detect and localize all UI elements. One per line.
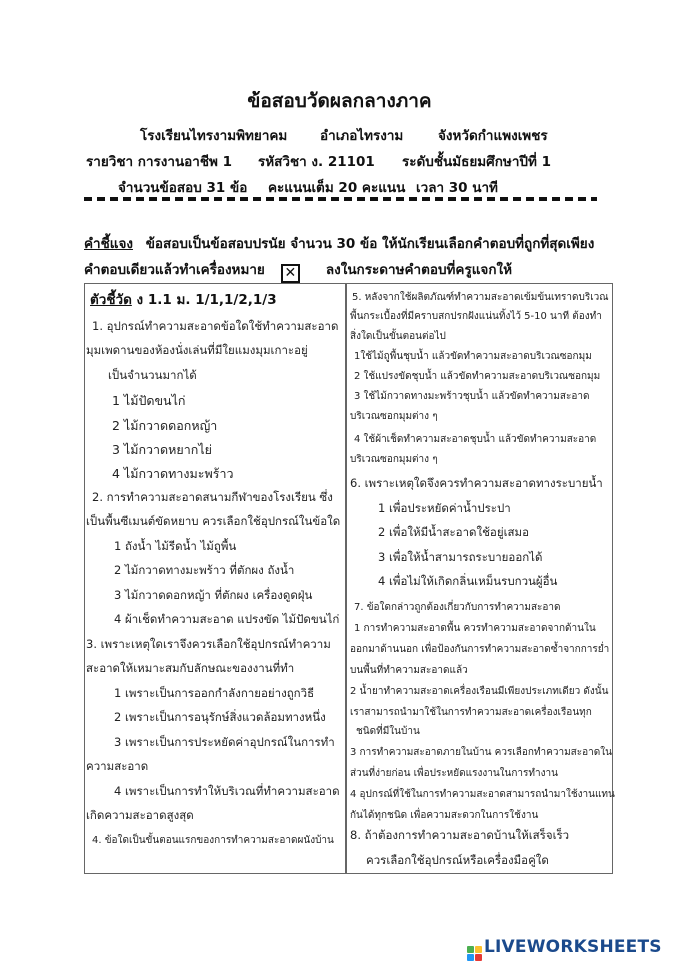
q3-option-4: 4 เพราะเป็นการทำให้บริเวณที่ทำความสะอาด bbox=[114, 784, 340, 798]
q6-option-4: 4 เพื่อไม่ให้เกิดกลิ่นเหม็นรบกวนผู้อื่น bbox=[378, 574, 558, 588]
q2-option-4: 4 ผ้าเช็ดทำความสะอาด แปรงขัด ไม้ปัดขนไก่ bbox=[114, 612, 340, 626]
q8-stem: 8. ถ้าต้องการทำความสะอาดบ้านให้เสร็จเร็ว bbox=[350, 828, 570, 842]
q7-option-1-cont-2: บนพื้นที่ทำความสะอาดแล้ว bbox=[350, 665, 468, 676]
q7-stem: 7. ข้อใดกล่าวถูกต้องเกี่ยวกับการทำความสะอาด bbox=[354, 602, 561, 613]
q7-option-1-cont: ออกมาด้านนอก เพื่อป้องกันการทำความสะอาดซ้ำจากการย่ำ bbox=[350, 644, 610, 655]
instructions-text-2: คำตอบเดียวแล้วทำเครื่องหมาย bbox=[84, 262, 265, 278]
question-count: จำนวนข้อสอบ 31 ข้อ bbox=[118, 180, 248, 196]
column-divider bbox=[345, 283, 347, 874]
subject-name: รายวิชา การงานอาชีพ 1 bbox=[86, 154, 233, 170]
q2-option-2: 2 ไม้กวาดทางมะพร้าว ที่ตักผง ถังน้ำ bbox=[114, 563, 295, 577]
q5-option-1: 1ใช้ไม้ถูพื้นชุบน้ำ แล้วขัดทำความสะอาดบริเวณซอกมุม bbox=[354, 351, 592, 362]
instructions-line-2 bbox=[84, 258, 512, 283]
grade-level: ระดับชั้นมัธยมศึกษาปีที่ 1 bbox=[402, 154, 551, 170]
q5-stem: 5. หลังจากใช้ผลิตภัณฑ์ทำความสะอาดเข้มข้นเทราดบริเวณ bbox=[352, 292, 609, 303]
q8-stem-cont: ควรเลือกใช้อุปกรณ์หรือเครื่องมือคู่ใด bbox=[366, 853, 549, 867]
q5-option-3-cont: บริเวณซอกมุมต่าง ๆ bbox=[350, 411, 438, 422]
logo-grid-icon bbox=[467, 946, 482, 961]
page-title: ข้อสอบวัดผลกลางภาค bbox=[247, 90, 432, 112]
liveworksheets-logo[interactable] bbox=[467, 937, 662, 961]
q2-option-1: 1 ถังน้ำ ไม้รีดน้ำ ไม้ถูพื้น bbox=[114, 539, 237, 553]
school-name: โรงเรียนไทรงามพิทยาคม bbox=[140, 128, 288, 144]
q7-option-2-cont: เราสามารถนำมาใช้ในการทำความสะอาดเครื่องเรือนทุก bbox=[350, 707, 592, 718]
x-mark-icon: ✕ bbox=[281, 264, 300, 283]
q6-option-3: 3 เพื่อให้น้ำสามารถระบายออกได้ bbox=[378, 550, 543, 564]
time-limit: เวลา 30 นาที bbox=[416, 180, 498, 196]
q7-option-3: 3 การทำความสะอาดภายในบ้าน ควรเลือกทำความสะอาดใน bbox=[350, 747, 612, 758]
q6-option-2: 2 เพื่อให้มีน้ำสะอาดใช้อยู่เสมอ bbox=[378, 525, 530, 539]
q3-stem-cont: สะอาดให้เหมาะสมกับลักษณะของงานที่ทำ bbox=[86, 661, 295, 675]
instructions-text: ข้อสอบเป็นข้อสอบปรนัย จำนวน 30 ข้อ ให้นักเรียนเลือกคำตอบที่ถูกที่สุดเพียง bbox=[145, 236, 595, 252]
q4-stem: 4. ข้อใดเป็นขั้นตอนแรกของการทำความสะอาดผนังบ้าน bbox=[92, 835, 334, 846]
q6-option-1: 1 เพื่อประหยัดค่าน้ำประปา bbox=[378, 501, 511, 515]
q3-option-2: 2 เพราะเป็นการอนุรักษ์สิ่งแวดล้อมทางหนึ่ง bbox=[114, 710, 326, 724]
indicator-heading bbox=[90, 288, 277, 310]
q7-option-2: 2 น้ำยาทำความสะอาดเครื่องเรือนมีเพียงประเภทเดียว ดังนั้น bbox=[350, 686, 609, 697]
q1-stem-cont-2: เป็นจำนวนมากได้ bbox=[108, 368, 197, 382]
q1-option-3: 3 ไม้กวาดหยากไย่ bbox=[112, 442, 212, 457]
indicator-value: ง 1.1 ม. 1/1,1/2,1/3 bbox=[131, 292, 277, 308]
instructions-label: คำชี้แจง bbox=[84, 236, 133, 252]
district-name: อำเภอไทรงาม bbox=[320, 128, 404, 144]
instructions-line-1 bbox=[84, 232, 594, 254]
q7-option-2-cont-2: ชนิดที่มีในบ้าน bbox=[356, 726, 420, 737]
q5-option-3: 3 ใช้ไม้กวาดทางมะพร้าวชุบน้ำ แล้วขัดทำความสะอาด bbox=[354, 391, 590, 402]
q1-option-1: 1 ไม้ปัดขนไก่ bbox=[112, 393, 186, 408]
q1-stem-cont: มุมเพดานของห้องนั่งเล่นที่มีใยแมงมุมเกาะอยู่ bbox=[86, 343, 308, 357]
q3-option-3-cont: ความสะอาด bbox=[86, 759, 149, 773]
q5-option-2: 2 ใช้แปรงขัดชุบน้ำ แล้วขัดทำความสะอาดบริเวณซอกมุม bbox=[354, 371, 601, 382]
q7-option-3-cont: ส่วนที่ง่ายก่อน เพื่อประหยัดแรงงานในการทำงาน bbox=[350, 768, 558, 779]
q3-stem: 3. เพราะเหตุใดเราจึงควรเลือกใช้อุปกรณ์ทำความ bbox=[86, 637, 331, 651]
logo-tile-i bbox=[475, 946, 482, 953]
q3-option-3: 3 เพราะเป็นการประหยัดค่าอุปกรณ์ในการทำ bbox=[114, 735, 335, 749]
q5-stem-cont-2: สิ่งใดเป็นขั้นตอนต่อไป bbox=[350, 331, 446, 342]
q5-stem-cont: พื้นกระเบื้องที่มีคราบสกปรกฝังแน่นทิ้งไว้ 5-10 นาที ต้องทำ bbox=[350, 311, 602, 322]
q7-option-4: 4 อุปกรณ์ที่ใช้ในการทำความสะอาดสามารถนำมาใช้งานแทน bbox=[350, 789, 615, 800]
indicator-label: ตัวชี้วัด bbox=[90, 292, 132, 308]
q2-stem-cont: เป็นพื้นซีเมนต์ขัดหยาบ ควรเลือกใช้อุปกรณ์ในข้อใด bbox=[86, 514, 341, 528]
q5-option-4: 4 ใช้ผ้าเช็ดทำความสะอาดชุบน้ำ แล้วขัดทำความสะอาด bbox=[354, 434, 597, 445]
q5-option-4-cont: บริเวณซอกมุมต่าง ๆ bbox=[350, 454, 438, 465]
logo-text: LIVEWORKSHEETS bbox=[484, 937, 662, 957]
instructions-text-3: ลงในกระดาษคำตอบที่ครูแจกให้ bbox=[325, 262, 512, 278]
q1-option-2: 2 ไม้กวาดดอกหญ้า bbox=[112, 418, 218, 433]
q3-option-4-cont: เกิดความสะอาดสูงสุด bbox=[86, 808, 194, 822]
full-score: คะแนนเต็ม 20 คะแนน bbox=[268, 180, 406, 196]
logo-tile-l bbox=[467, 946, 474, 953]
q7-option-1: 1 การทำความสะอาดพื้น ควรทำความสะอาดจากด้านใน bbox=[354, 623, 596, 634]
q2-stem: 2. การทำความสะอาดสนามกีฬาของโรงเรียน ซึ่ง bbox=[92, 490, 333, 504]
subject-code: รหัสวิชา ง. 21101 bbox=[258, 154, 375, 170]
q1-option-4: 4 ไม้กวาดทางมะพร้าว bbox=[112, 466, 234, 481]
q1-stem: 1. อุปกรณ์ทำความสะอาดข้อใดใช้ทำความสะอาด bbox=[92, 319, 339, 333]
dashed-divider bbox=[84, 197, 597, 201]
q3-option-1: 1 เพราะเป็นการออกกำลังกายอย่างถูกวิธี bbox=[114, 686, 315, 700]
q2-option-3: 3 ไม้กวาดดอกหญ้า ที่ตักผง เครื่องดูดฝุ่น bbox=[114, 588, 313, 602]
q7-option-4-cont: กันได้ทุกชนิด เพื่อความสะดวกในการใช้งาน bbox=[350, 810, 539, 821]
q6-stem: 6. เพราะเหตุใดจึงควรทำความสะอาดทางระบายน้ำ bbox=[350, 476, 603, 490]
province-name: จังหวัดกำแพงเพชร bbox=[438, 128, 548, 144]
